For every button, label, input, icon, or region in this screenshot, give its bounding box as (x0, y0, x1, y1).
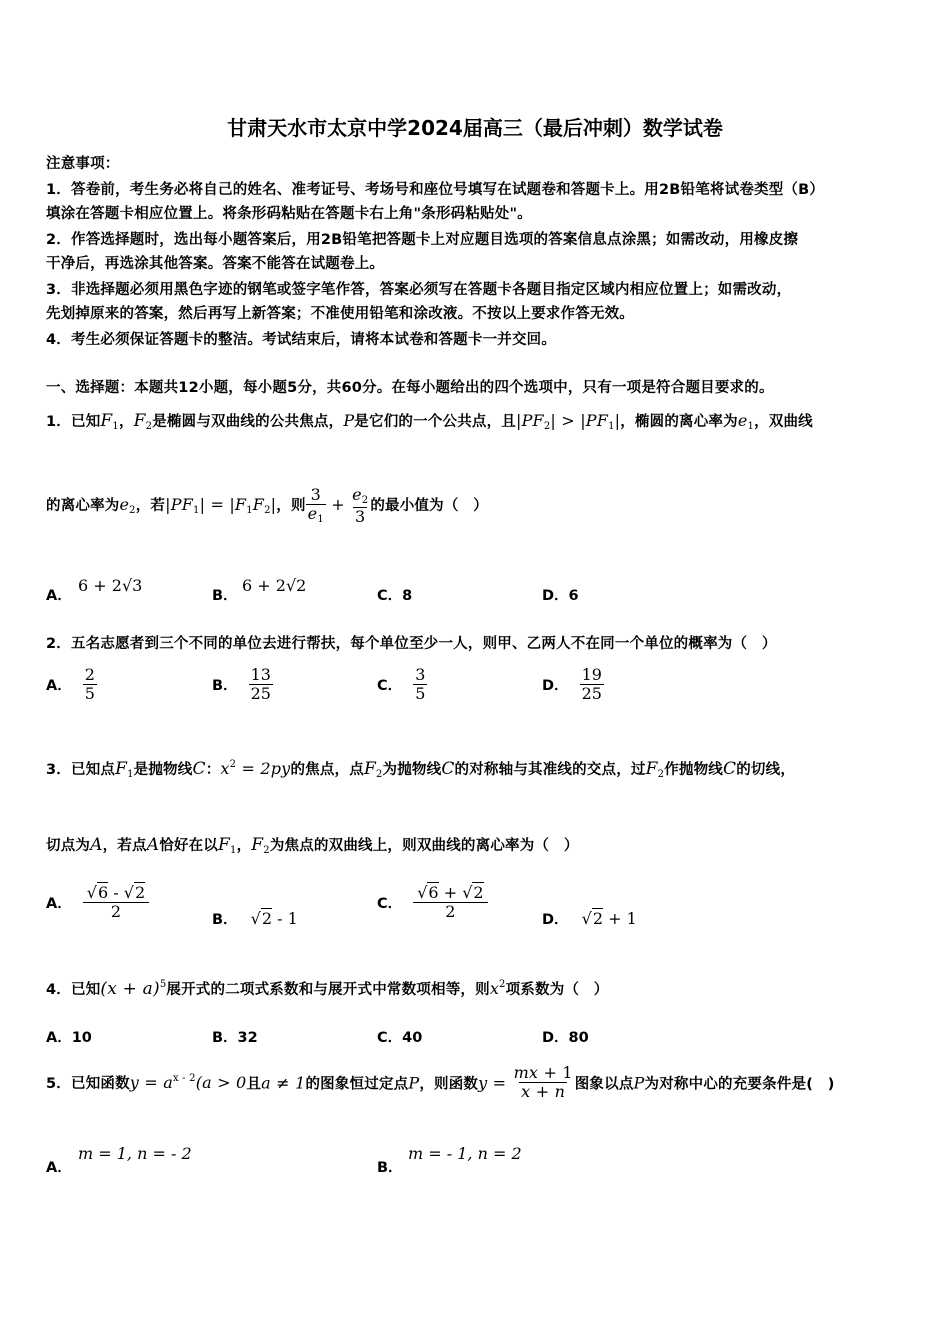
q4-option-c[interactable]: C．40 (377, 1030, 423, 1046)
q1-option-b[interactable]: B． (212, 588, 238, 604)
q3-option-d[interactable]: D． √2 + 1 (542, 909, 637, 928)
notice-line-1b: 填涂在答题卡相应位置上。将条形码粘贴在答题卡右上角"条形码粘贴处"。 (46, 206, 532, 222)
q1-option-c[interactable]: C．8 (377, 588, 413, 604)
q1-option-a[interactable]: A． (46, 588, 72, 604)
notice-line-1a: 1．答卷前，考生务必将自己的姓名、准考证号、考场号和座位号填写在试题卷和答题卡上。用2B铅笔将试卷类型（B） (46, 182, 825, 198)
q1-option-d[interactable]: D．6 (542, 588, 579, 604)
q5-option-a-value: m = 1, n = - 2 (78, 1144, 192, 1163)
q4-option-a[interactable]: A．10 (46, 1030, 92, 1046)
notice-line-3b: 先划掉原来的答案，然后再写上新答案；不准使用铅笔和涂改液。不按以上要求作答无效。 (46, 306, 634, 322)
q5-option-b-value: m = - 1, n = 2 (408, 1144, 522, 1163)
question-3-line-2: 切点为A，若点A恰好在以$F_1$，$F_2$为焦点的双曲线上，则双曲线的离心率为（ ） (46, 835, 579, 856)
q1-option-b-value: 6 + 2√2 (242, 576, 307, 595)
q3-option-b[interactable]: B． √2 - 1 (212, 909, 298, 928)
section-heading: 一、选择题：本题共12小题，每小题5分，共60分。在每小题给出的四个选项中，只有一项是符合题目要求的。 (46, 380, 774, 396)
q4-option-b[interactable]: B．32 (212, 1030, 258, 1046)
q4-option-d[interactable]: D．80 (542, 1030, 589, 1046)
q3-option-a[interactable]: A． $\frac{√6 - √2}{2}$ (46, 884, 147, 922)
question-2-stem: 2．五名志愿者到三个不同的单位去进行帮扶，每个单位至少一人，则甲、乙两人不在同一个单位的概率为（ ） (46, 636, 777, 652)
notice-line-3a: 3．非选择题必须用黑色字迹的钢笔或签字笔作答，答案必须写在答题卡各题目指定区域内相应位置上；如需改动， (46, 282, 792, 298)
q5-option-b[interactable]: B． (377, 1160, 403, 1176)
q2-option-a[interactable]: A． $\frac{2}{5}$ (46, 665, 95, 704)
q2-option-c[interactable]: C． $\frac{3}{5}$ (377, 665, 426, 704)
q2-option-d[interactable]: D． $\frac{19}{25}$ (542, 665, 602, 704)
notice-line-4: 4．考生必须保证答题卡的整洁。考试结束后，请将本试卷和答题卡一并交回。 (46, 332, 557, 348)
page-title: 甘肃天水市太京中学2024届高三（最后冲刺）数学试卷 (227, 116, 723, 140)
q1-option-a-value: 6 + 2√3 (78, 576, 143, 595)
question-1-line-2: 的离心率为$e_2$，若$|PF_1| = |F_1F_2|$，则 $\frac{3}{e_1}$ + $\frac{e_2}{3}$ 的最小值为（ ） (46, 485, 488, 526)
question-1-line-1: 1．已知$F_1$，$F_2$是椭圆与双曲线的公共焦点，P是它们的一个公共点，且$|PF_2| > |PF_1|$，椭圆的离心率为$e_1$，双曲线 (46, 411, 813, 432)
question-3-line-1: 3．已知点$F_1$是抛物线C：$x^2 = 2py$的焦点，点$F_2$为抛物线C的对称轴与其准线的交点，过$F_2$作抛物线C的切线， (46, 759, 796, 780)
q5-option-a[interactable]: A． (46, 1160, 72, 1176)
notice-line-2b: 干净后，再选涂其他答案。答案不能答在试题卷上。 (46, 256, 385, 272)
notice-line-2a: 2．作答选择题时，选出每小题答案后，用2B铅笔把答题卡上对应题目选项的答案信息点涂黑；如需改动，用橡皮擦 (46, 232, 799, 248)
q3-option-c[interactable]: C． $\frac{√6 + √2}{2}$ (377, 884, 486, 922)
question-5-stem: 5．已知函数$y = a^{x - 2}(a > 0$且a ≠ 1的图象恒过定点P，则函数y = $\frac{mx + 1}{x + n}$ 图象以点P为对称中心的充要条件是( ) (46, 1063, 835, 1102)
q2-option-b[interactable]: B． $\frac{13}{25}$ (212, 665, 271, 704)
question-4-stem: 4．已知$(x + a)^5$展开式的二项式系数和与展开式中常数项相等，则$x^2$项系数为（ ） (46, 979, 609, 999)
notice-heading: 注意事项： (46, 156, 120, 172)
